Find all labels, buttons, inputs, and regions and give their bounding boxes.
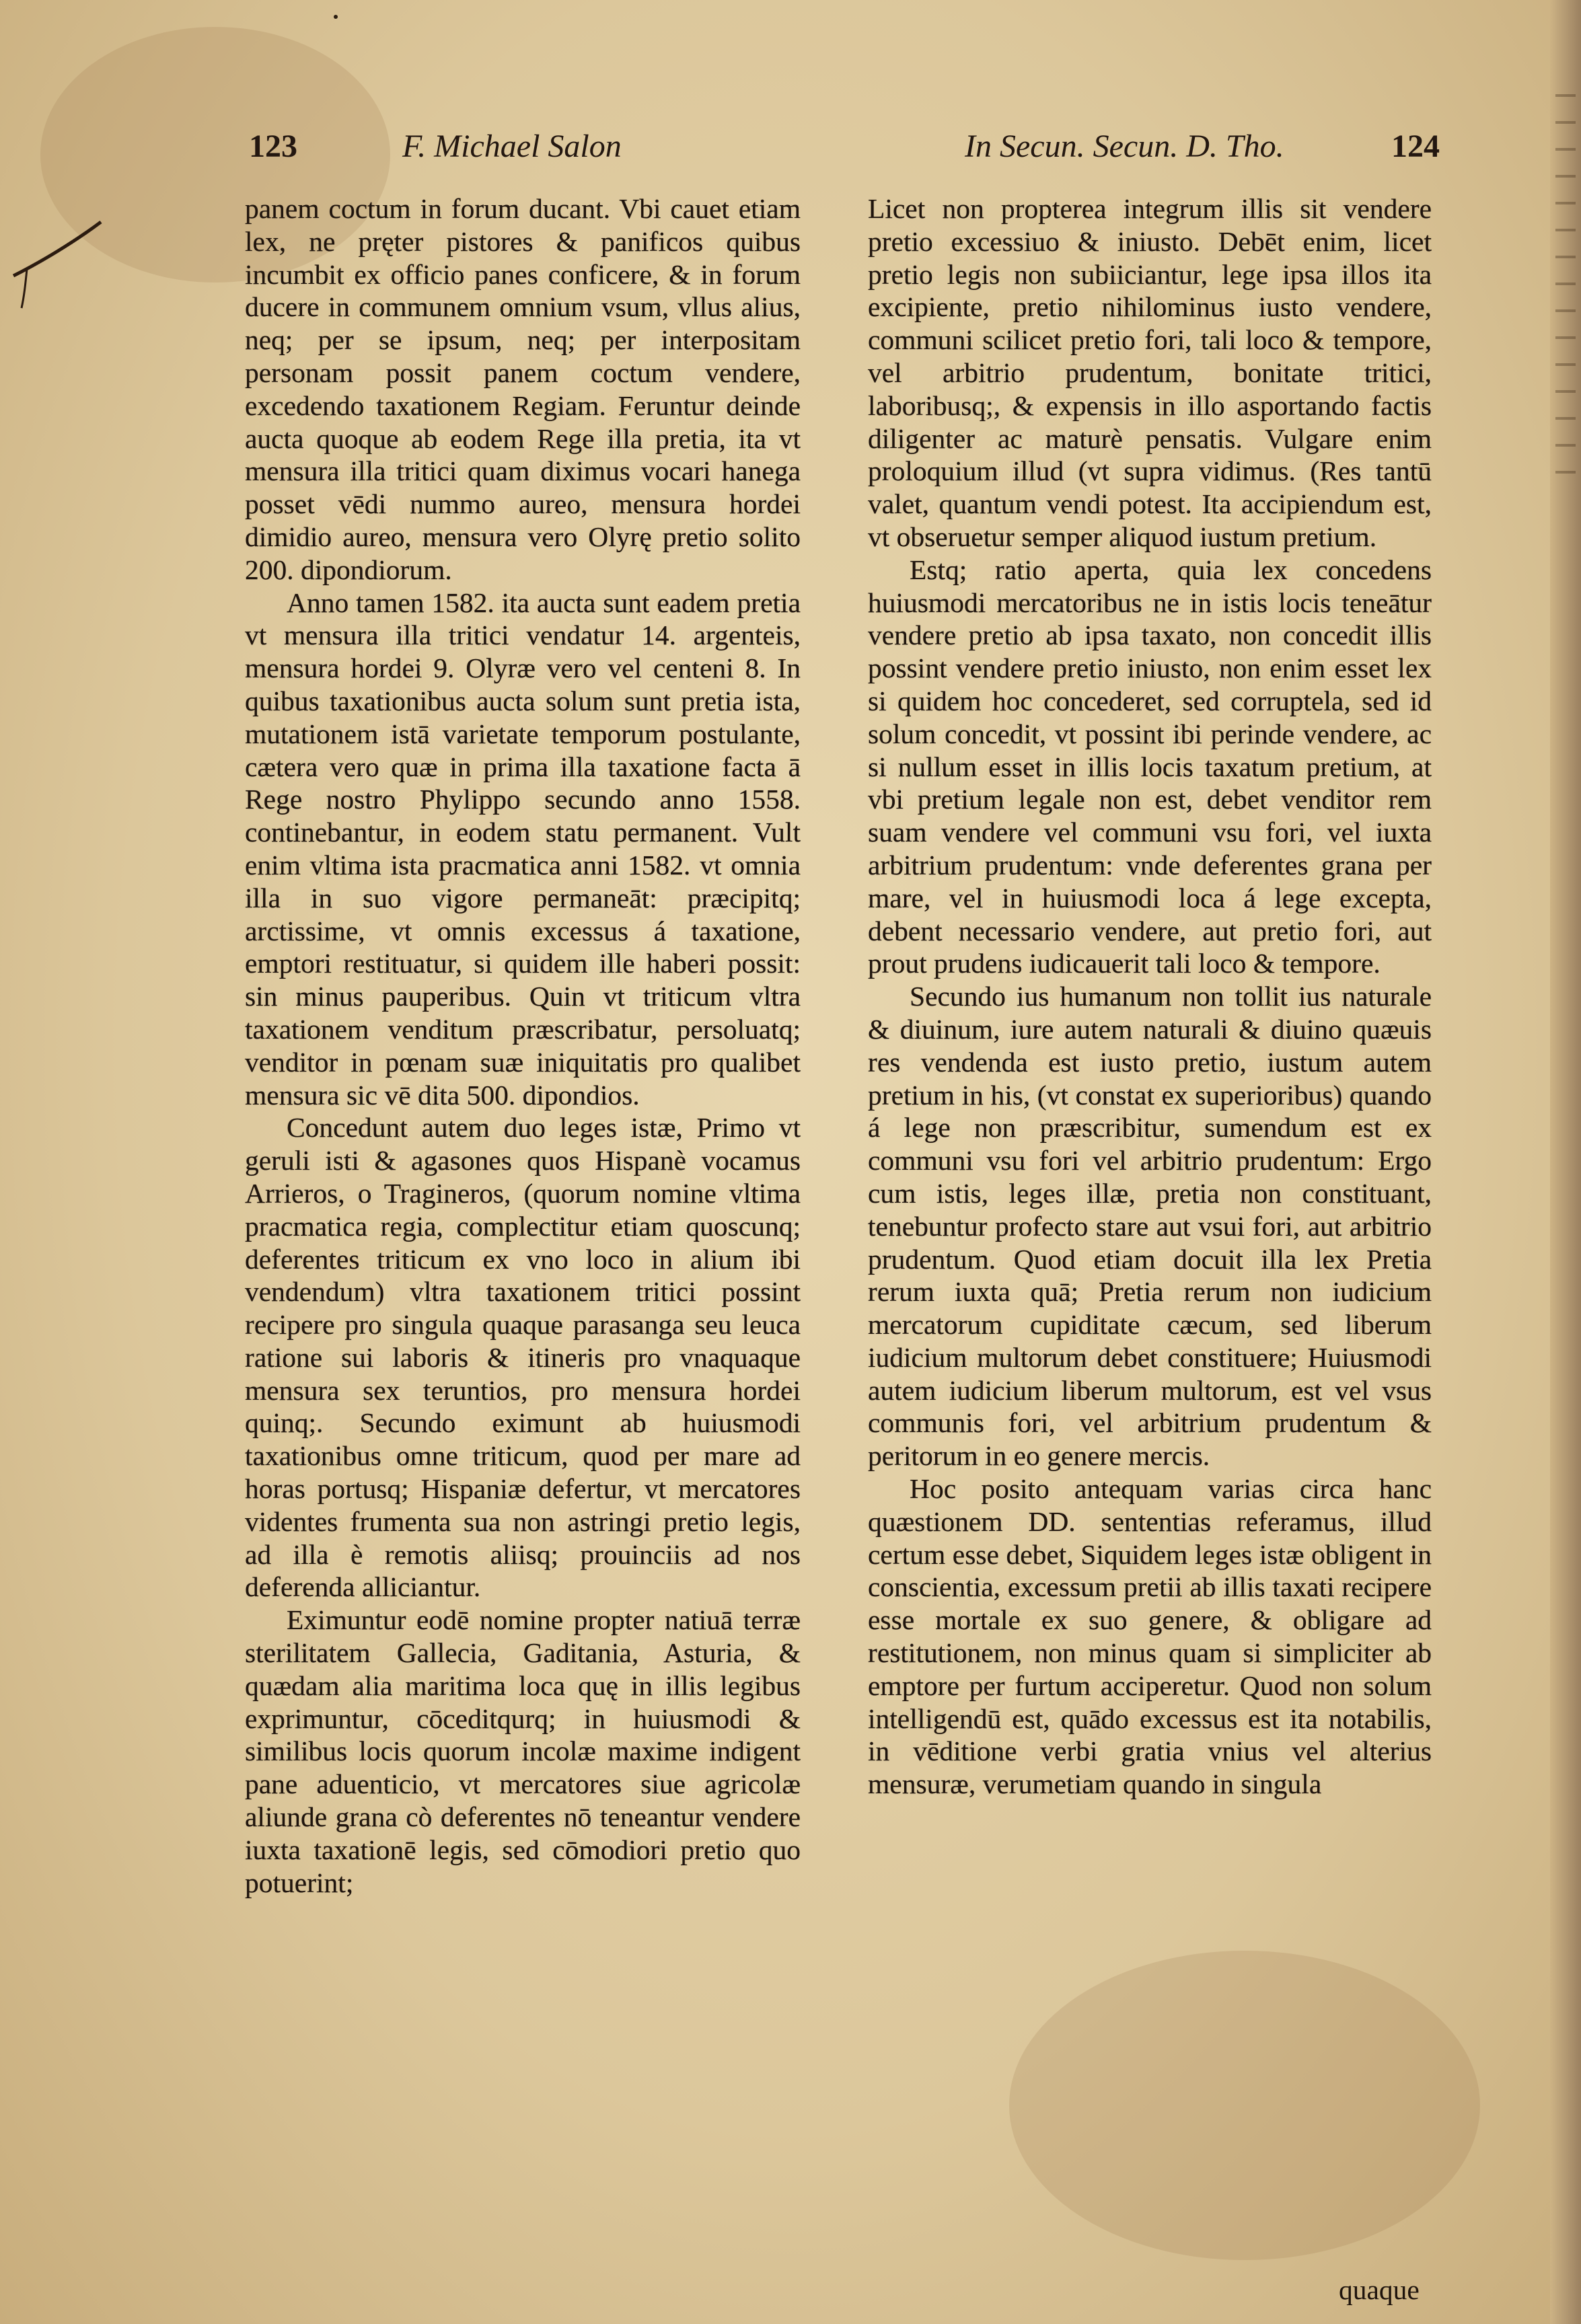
page-number-left: 123: [249, 128, 297, 164]
paragraph: Hoc posito antequam varias circa hanc quæstionem DD. sententias referamus, illud certum esse debet, Siquidem leges istæ obligent in conscientia, excessum pretii ab illis taxati recipere esse mortale ex suo genere, & obligare ad restitutionem, non minus quam si simpliciter ab emptore per furtum acciperetur. Quod non solum intelligendū est, quādo excessus est ita notabilis, in vēditione verbi gratia vnius vel alterius mensuræ, verumetiam quando in singula: [868, 1473, 1432, 1800]
right-text-column: [868, 192, 1432, 1801]
ink-dot: [334, 15, 338, 19]
page-number-right: 124: [1391, 128, 1440, 164]
adjacent-page-margin: [1555, 94, 1576, 498]
paragraph: Secundo ius humanum non tollit ius naturale & diuinum, iure autem naturali & diuino quæuis res vendenda est iusto pretio, iustum autem pretium in his, (vt constat ex superioribus) quando á lege non præscribitur, sumendum est ex communi vsu fori vel arbitrio prudentum: Ergo cum istis, leges illæ, pretia non constituant, tenebuntur profecto stare aut vsui fori, aut arbitrio prudentum. Quod etiam docuit illa lex Pretia rerum iuxta quā; Pretia rerum non iudicium mercatorum cupiditate cæcum, sed liberum iudicium multorum debet constituere; Huiusmodi autem iudicium liberum multorum, est vel vsus communis fori, vel arbitrium prudentum & peritorum in eo genere mercis.: [868, 981, 1432, 1472]
paragraph: Licet non propterea integrum illis sit vendere pretio excessiuo & iniusto. Debēt enim, licet pretio legis non subiiciantur, lege ipsa illos ita excipiente, pretio nihilominus iusto vendere, communi scilicet pretio fori, tali loco & tempore, vel arbitrio prudentum, bonitate tritici, laboribusq;, & expensis in illo asportando factis diligenter ac maturè pensatis. Vulgare enim proloquium illud (vt supra vidimus. (Res tantū valet, quantum vendi potest. Ita accipiendum est, vt obseruetur semper aliquod iustum pretium.: [868, 193, 1432, 552]
running-title-right: In Secun. Secun. D. Tho.: [965, 128, 1284, 164]
running-title-left: F. Michael Salon: [402, 128, 622, 164]
ink-flourish-mark: [0, 215, 108, 309]
paragraph: Estq; ratio aperta, quia lex concedens huiusmodi mercatoribus ne in istis locis teneātur vendere pretio ab ipsa taxato, non concedit illis possint vendere pretio iniusto, non enim esset lex si quidem hoc concederet, sed corruptela, sed id solum concedit, vt possint ibi perinde vendere, ac si nullum esset in illis locis taxatum pretium, at vbi pretium legale non est, debet venditor rem suam vendere vel communi vsu fori, vel iuxta arbitrium prudentum: vnde deferentes grana per mare, vel in huiusmodi loca á lege excepta, debent necessario vendere, aut pretio fori, aut prout prudens iudicauerit tali loco & tempore.: [868, 554, 1432, 979]
paper-stain: [1009, 1951, 1480, 2260]
left-text-column: [245, 192, 801, 1899]
paragraph: panem coctum in forum ducant. Vbi cauet etiam lex, ne pręter pistores & panificos quibus incumbit ex officio panes conficere, & in forum ducere in communem omnium vsum, vllus alius, neq; per se ipsum, neq; per interpositam personam possit panem coctum vendere, excedendo taxationem Regiam. Feruntur deinde aucta quoque ab eodem Rege illa pretia, ita vt mensura illa tritici quam diximus vocari hanega posset vēdi nummo aureo, mensura hordei dimidio aureo, mensura vero Olyrę pretio solito 200. dipondiorum.: [245, 193, 801, 585]
running-header: [249, 128, 1440, 175]
paragraph: Concedunt autem duo leges istæ, Primo vt geruli isti & agasones quos Hispanè vocamus Arrieros, o Tragineros, (quorum nomine vltima pracmatica regia, complectitur etiam quoscunq; deferentes triticum ex vno loco in alium ibi vendendum) vltra taxationem tritici possint recipere pro singula quaque parasanga seu leuca ratione sui laboris & itineris pro vnaquaque mensura sex teruntios, pro mensura hordei quinq;. Secundo eximunt ab huiusmodi taxationibus omne triticum, quod per mare ad horas portusq; Hispaniæ defertur, vt mercatores videntes frumenta sua non astringi pretio legis, ad illa è remotis aliisq; prouinciis ad nos deferenda alliciantur.: [245, 1112, 801, 1603]
paragraph: Anno tamen 1582. ita aucta sunt eadem pretia vt mensura illa tritici vendatur 14. argenteis, mensura hordei 9. Olyræ vero vel centeni 8. In quibus taxationibus aucta solum sunt pretia ista, mutationem istā varietate temporum postulante, cætera vero quæ in prima illa taxatione facta ā Rege nostro Phylippo secundo anno 1558. continebantur, in eodem statu permanent. Vult enim vltima ista pracmatica anni 1582. vt omnia illa in suo vigore permaneāt: præcipitq; arctissime, vt omnis excessus á taxatione, emptori restituatur, si quidem ille haberi possit: sin minus pauperibus. Quin vt triticum vltra taxationem venditum præscribatur, persoluatq; venditor in pœnam suæ iniquitatis pro qualibet mensura sic vē dita 500. dipondios.: [245, 587, 801, 1111]
catchword: quaque: [1339, 2274, 1420, 2305]
paragraph: Eximuntur eodē nomine propter natiuā terræ sterilitatem Gallecia, Gaditania, Asturia, & quædam alia maritima loca quę in illis legibus exprimuntur, cōceditqurq; in huiusmodi & similibus locis quorum incolæ maxime indigent pane aduenticio, vt mercatores siue agricolæ aliunde grana cò deferentes nō teneantur vendere iuxta taxationē legis, sed cōmodiori pretio quo potuerint;: [245, 1604, 801, 1898]
